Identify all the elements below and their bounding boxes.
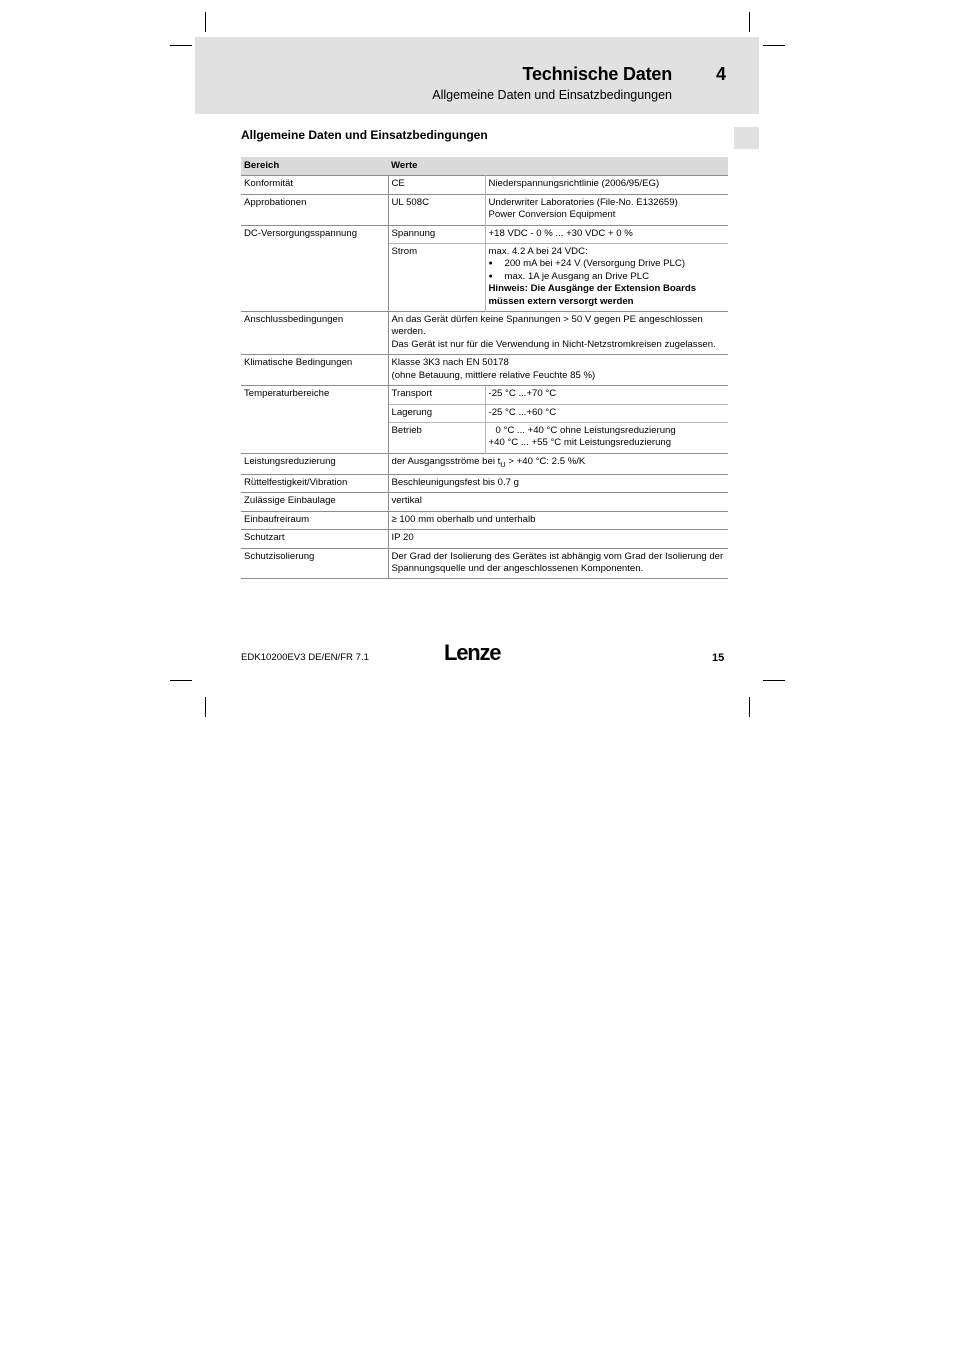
row-label: Temperaturbereiche (241, 386, 388, 454)
table-row (241, 312, 728, 355)
document-id: EDK10200EV3 DE/EN/FR 7.1 (241, 652, 369, 663)
row-label: Schutzisolierung (241, 548, 388, 579)
row-label: Einbaufreiraum (241, 511, 388, 529)
table-row (241, 225, 728, 243)
table-row (241, 355, 728, 386)
row-value: An das Gerät dürfen keine Spannungen > 50 V gegen PE angeschlossen werden. Das Gerät ist nur für die Verwendung in Nicht-Netzstromkreisen zugelassen. (388, 312, 728, 355)
crop-mark (170, 45, 192, 46)
section-heading: Allgemeine Daten und Einsatzbedingungen (241, 128, 488, 142)
row-value: -25 °C ...+60 °C (485, 404, 728, 422)
row-label: Approbationen (241, 194, 388, 225)
table-row (241, 511, 728, 529)
row-sublabel: Transport (388, 386, 485, 404)
row-value: Niederspannungsrichtlinie (2006/95/EG) (485, 176, 728, 194)
row-value: Beschleunigungsfest bis 0.7 g (388, 475, 728, 493)
row-sublabel: Strom (388, 244, 485, 312)
table-row (241, 493, 728, 511)
row-sublabel: Spannung (388, 225, 485, 243)
row-sublabel: UL 508C (388, 194, 485, 225)
chapter-header-band (195, 37, 759, 114)
chapter-subtitle: Allgemeine Daten und Einsatzbedingungen (432, 88, 672, 102)
row-sublabel: Betrieb (388, 422, 485, 453)
chapter-title: Technische Daten (522, 64, 672, 84)
table-row (241, 194, 728, 225)
crop-mark (749, 697, 750, 717)
row-value: max. 4.2 A bei 24 VDC: ● 200 mA bei +24 V (Versorgung Drive PLC) ● max. 1A je Ausgang an Drive PLC Hinweis: Die Ausgänge der Extension Boards müssen extern versorgt werden (485, 244, 728, 312)
crop-mark (205, 12, 206, 32)
chapter-side-tab (734, 127, 759, 149)
crop-mark (763, 45, 785, 46)
table-row (241, 386, 728, 404)
row-value: -25 °C ...+70 °C (485, 386, 728, 404)
row-label: Leistungsreduzierung (241, 453, 388, 474)
row-label: Schutzart (241, 530, 388, 548)
table-row (241, 530, 728, 548)
column-header-werte: Werte (388, 157, 728, 176)
row-value: der Ausgangsströme bei $t_U > +40$ °C: 2.5 %/K (388, 453, 728, 474)
row-value: Underwriter Laboratories (File-No. E132659) Power Conversion Equipment (485, 194, 728, 225)
note-text: müssen extern versorgt werden (488, 295, 634, 307)
row-value: IP 20 (388, 530, 728, 548)
note-text: Hinweis: Die Ausgänge der Extension Boards (488, 283, 697, 295)
row-label: Anschlussbedingungen (241, 312, 388, 355)
bullet-item: ● 200 mA bei +24 V (Versorgung Drive PLC) (489, 258, 726, 270)
row-sublabel: CE (388, 176, 485, 194)
row-label: Klimatische Bedingungen (241, 355, 388, 386)
row-value: ≥ 100 mm oberhalb und unterhalb (388, 511, 728, 529)
row-sublabel: Lagerung (388, 404, 485, 422)
table-row (241, 548, 728, 579)
spec-table (241, 157, 728, 579)
row-label: Zulässige Einbaulage (241, 493, 388, 511)
table-row (241, 453, 728, 474)
crop-mark (170, 680, 192, 681)
page-number: 15 (712, 652, 725, 664)
crop-mark (205, 697, 206, 717)
row-label: Rüttelfestigkeit/Vibration (241, 475, 388, 493)
row-value: Klasse 3K3 nach EN 50178 (ohne Betauung, mittlere relative Feuchte 85 %) (388, 355, 728, 386)
row-label: DC-Versorgungsspannung (241, 225, 388, 311)
table-header-row (241, 157, 728, 176)
bullet-item: ● max. 1A je Ausgang an Drive PLC (489, 271, 726, 283)
row-value: 0 °C ... +40 °C ohne Leistungsreduzierung +40 °C ... +55 °C mit Leistungsreduzierung (485, 422, 728, 453)
row-value: +18 VDC - 0 % ... +30 VDC + 0 % (485, 225, 728, 243)
row-label: Konformität (241, 176, 388, 194)
crop-mark (763, 680, 785, 681)
column-header-bereich: Bereich (241, 157, 388, 176)
row-value: Der Grad der Isolierung des Gerätes ist abhängig vom Grad der Isolierung der Spannungsquelle und der angeschlossenen Komponenten. (388, 548, 728, 579)
chapter-number: 4 (716, 64, 727, 84)
table-row (241, 475, 728, 493)
lenze-logo: Lenze (444, 640, 501, 665)
row-value: vertikal (388, 493, 728, 511)
crop-mark (749, 12, 750, 32)
table-row (241, 176, 728, 194)
